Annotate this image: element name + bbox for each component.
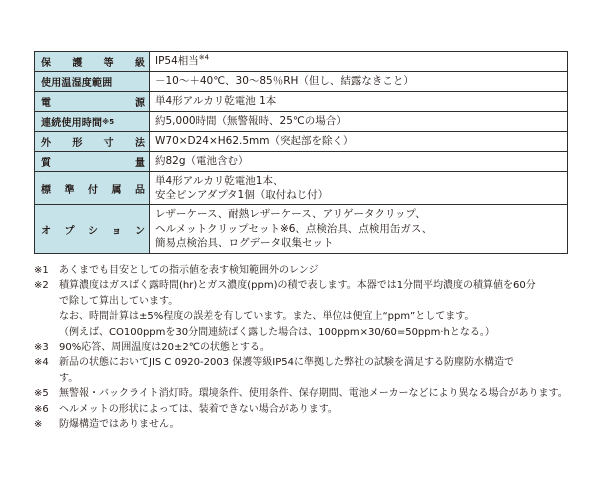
spec-value (150, 52, 568, 72)
footnote-text: （例えば、CO100ppmを30分間連続ばく露した場合は、100ppm×30/60=50ppm·hとなる。） (59, 326, 495, 338)
footnote-line (34, 278, 579, 293)
label-char: 形 (72, 138, 83, 149)
spec-label (35, 52, 150, 72)
spec-value-line (155, 94, 562, 109)
spec-value-text: 約82g（電池含む） (155, 155, 249, 168)
label-char: 品 (135, 184, 145, 196)
label-char: シ (88, 225, 98, 237)
spec-label-text (41, 154, 145, 169)
spec-value (150, 152, 568, 172)
label-char: 護 (72, 58, 83, 69)
label-char: 法 (134, 138, 145, 149)
spec-row (35, 92, 568, 112)
label-char: 外 (41, 138, 51, 149)
footnote-text: 90%応答、周囲温度は20±2℃の状態とする。 (59, 342, 270, 354)
label-char: ン (135, 225, 145, 237)
footnote-mark: ※4 (34, 357, 49, 369)
footnote-text: 無警報・バックライト消灯時。環境条件、使用条件、保存期間、電池メーカーなどにより異なる場合があります。 (59, 388, 568, 400)
label-char: 属 (111, 184, 122, 196)
footnote-mark (34, 294, 59, 309)
footnote-line (34, 340, 579, 355)
label-char: 寸 (103, 138, 114, 149)
spec-label (35, 205, 150, 254)
spec-value-line (155, 114, 562, 129)
spec-value-line (155, 207, 562, 222)
footnote-mark: ※6 (34, 403, 49, 415)
spec-value-line (155, 134, 562, 149)
footnote-mark (34, 309, 59, 324)
footnote-mark (34, 371, 59, 386)
spec-table-container (34, 51, 568, 254)
label-char: 源 (135, 98, 145, 109)
spec-value (150, 172, 568, 205)
label-char: 量 (135, 158, 145, 169)
footnote-text: ヘルメットの形状によっては、装着できない場合があります。 (59, 403, 338, 415)
spec-label-text (41, 74, 145, 89)
spec-row (35, 112, 568, 132)
footnote-text: で除して算出しています。 (59, 295, 179, 307)
spec-value (150, 132, 568, 152)
footnote-text: 積算濃度はガスばく露時間(hr)とガス濃度(ppm)の積で表します。本器では1分間平均濃度の積算値を60分 (59, 280, 536, 292)
spec-value-text: ヘルメットクリップセット※6、点検治具、点検用缶ガス、 (155, 222, 433, 235)
spec-value (150, 112, 568, 132)
spec-value-text: 単4形アルカリ乾電池1本、 (155, 174, 284, 187)
spec-label (35, 92, 150, 112)
spec-value-line (155, 188, 562, 203)
footnote-line (34, 263, 579, 278)
footnote-line (34, 371, 579, 386)
footnote-line (34, 402, 579, 417)
footnotes (34, 263, 579, 432)
label-char: ョ (111, 225, 122, 237)
spec-row (35, 132, 568, 152)
footnote-line (34, 325, 579, 340)
spec-value (150, 205, 568, 254)
footnote-text: 防爆構造ではありません。 (59, 419, 180, 431)
spec-value-text: 単4形アルカリ乾電池 1本 (155, 95, 277, 108)
footnote-mark: ※5 (34, 388, 49, 400)
spec-label-text: 連続使用時間 ※5 (41, 114, 145, 129)
spec-value-text: レザーケース、耐熱レザーケース、アリゲータクリップ、 (155, 208, 426, 221)
label-char: 標 (41, 184, 51, 196)
footnote-ref: ※4 (198, 53, 210, 62)
spec-value-line (155, 236, 562, 251)
label-char: 質 (41, 158, 51, 169)
spec-label (35, 132, 150, 152)
footnote-line (34, 355, 579, 370)
label-char: 電 (41, 98, 51, 109)
spec-value-line (155, 154, 562, 169)
spec-value-text: 約5,000時間（無警報時、25℃の場合） (155, 115, 347, 128)
spec-value-text: 簡易点検治具、ログデータ収集セット (155, 237, 334, 250)
spec-value (150, 72, 568, 92)
label-char: 付 (88, 184, 98, 196)
spec-label (35, 72, 150, 92)
label-text: 使用温湿度範囲 (41, 78, 113, 89)
footnote-line (34, 294, 579, 309)
spec-row (35, 152, 568, 172)
footnote-line (34, 386, 579, 401)
label-char: 準 (64, 184, 75, 196)
footnote-line (34, 309, 579, 324)
spec-value-line (155, 74, 562, 89)
spec-value-text: －10～＋40℃、30～85％RH（但し、結露なきこと） (155, 75, 414, 88)
footnote-mark: ※3 (34, 342, 49, 354)
footnote-text: す。 (59, 372, 79, 384)
spec-value-text: IP54相当 (155, 55, 199, 68)
spec-label-text (41, 94, 145, 109)
spec-value (150, 92, 568, 112)
label-text: 連続使用時間 (41, 118, 103, 129)
spec-value-text: W70×D24×H62.5mm（突起部を除く） (155, 135, 354, 148)
spec-row (35, 52, 568, 72)
spec-label (35, 152, 150, 172)
footnote-mark (34, 325, 59, 340)
spec-table (34, 51, 568, 254)
spec-label (35, 172, 150, 205)
footnote-text: 新品の状態においてJIS C 0920-2003 保護等級IP54に準拠した弊社の試験を満足する防塵防水構造で (59, 357, 514, 369)
spec-value-line (155, 174, 562, 189)
label-char: オ (41, 225, 51, 237)
spec-value-line (155, 222, 562, 237)
footnote-text: あくまでも目安としての指示値を表す検知範囲外のレンジ (59, 265, 319, 276)
spec-row (35, 72, 568, 92)
spec-label-text (41, 222, 145, 237)
spec-label-text (41, 54, 145, 69)
footnote-mark: ※1 (34, 265, 49, 276)
footnote-line (34, 417, 579, 432)
label-char: プ (64, 225, 75, 237)
spec-label (35, 112, 150, 132)
spec-value-text: 安全ピンアダプタ1個（取付ねじ付） (155, 189, 329, 201)
spec-row (35, 205, 568, 254)
label-char: 保 (41, 58, 51, 69)
spec-label-text (41, 181, 145, 196)
label-char: 級 (134, 58, 145, 69)
footnote-mark: ※ (34, 419, 43, 431)
spec-row (35, 172, 568, 205)
spec-label-text (41, 134, 145, 149)
spec-value-line (155, 54, 562, 69)
footnote-text: なお、時間計算は±5%程度の誤差を有しています。また、単位は便宜上“ppm”としてます。 (59, 311, 475, 323)
footnote-mark: ※2 (34, 280, 49, 292)
label-char: 等 (103, 58, 114, 69)
